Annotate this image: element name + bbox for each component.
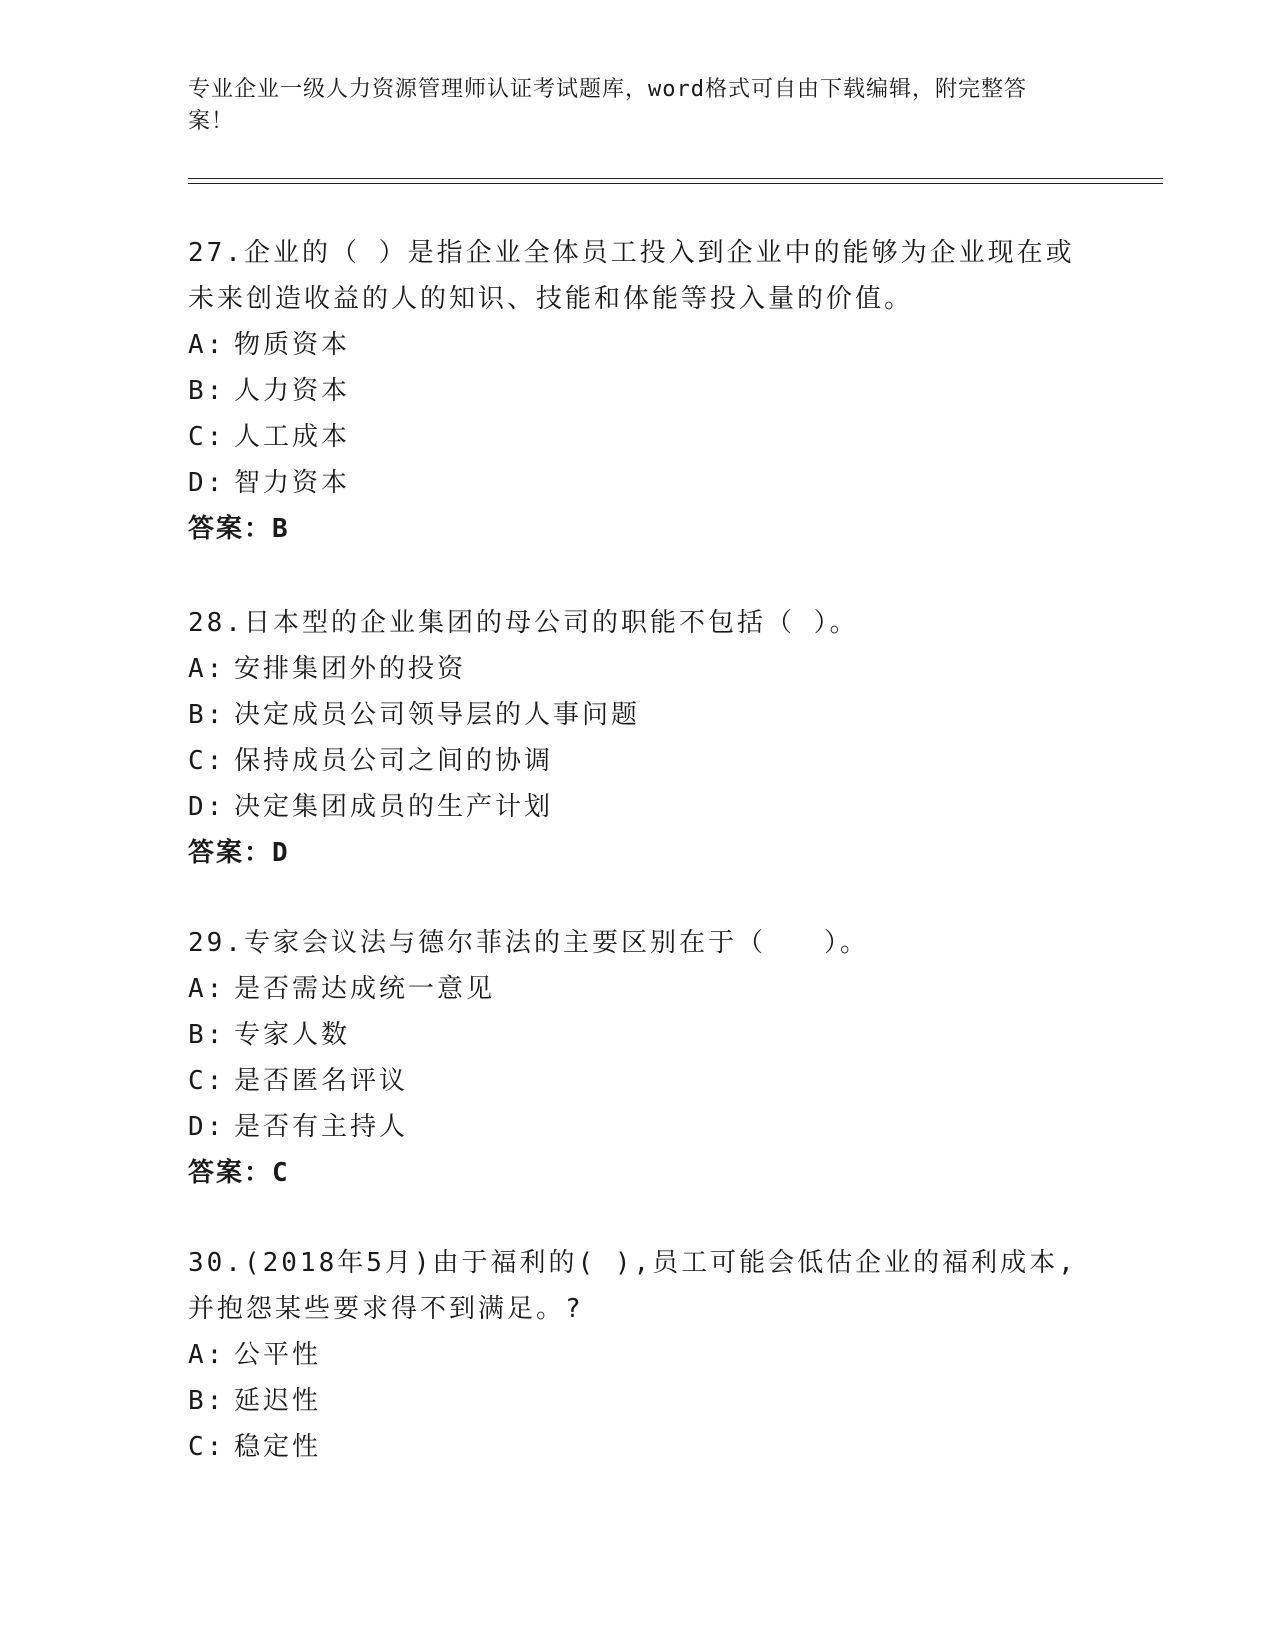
option-text: 物质资本 — [234, 330, 351, 360]
option-text: 安排集团外的投资 — [234, 654, 467, 684]
option-b — [188, 1378, 1088, 1424]
question-29 — [188, 920, 1088, 1196]
option-key: B: — [188, 1020, 226, 1050]
option-key: C: — [188, 1432, 226, 1462]
option-text: 专家人数 — [234, 1020, 351, 1050]
option-text: 人力资本 — [234, 376, 351, 406]
option-text: 是否匿名评议 — [234, 1066, 409, 1096]
option-a — [188, 322, 1088, 368]
answer: 答案：B — [188, 514, 290, 544]
option-key: A: — [188, 974, 226, 1004]
option-c — [188, 738, 1088, 784]
option-text: 人工成本 — [234, 422, 351, 452]
option-key: C: — [188, 422, 226, 452]
option-text: 是否有主持人 — [234, 1112, 409, 1142]
option-a — [188, 646, 1088, 692]
option-key: B: — [188, 700, 226, 730]
header-divider-bottom — [188, 183, 1163, 184]
answer: 答案：D — [188, 838, 290, 868]
question-text: 30.(2018年5月)由于福利的( ),员工可能会低估企业的福利成本,并抱怨某些要求得不到满足。? — [188, 1248, 1077, 1324]
document-header: 专业企业一级人力资源管理师认证考试题库，word格式可自由下载编辑，附完整答案！ — [188, 77, 1027, 134]
option-key: B: — [188, 1386, 226, 1416]
option-c — [188, 1424, 1088, 1470]
header-divider-top — [188, 178, 1163, 179]
option-c — [188, 414, 1088, 460]
option-text: 延迟性 — [234, 1386, 322, 1416]
option-b — [188, 1012, 1088, 1058]
option-a — [188, 966, 1088, 1012]
option-key: C: — [188, 1066, 226, 1096]
option-text: 决定集团成员的生产计划 — [234, 792, 554, 822]
option-key: C: — [188, 746, 226, 776]
option-d — [188, 460, 1088, 506]
option-text: 是否需达成统一意见 — [234, 974, 496, 1004]
option-text: 稳定性 — [234, 1432, 322, 1462]
option-a — [188, 1332, 1088, 1378]
option-b — [188, 368, 1088, 414]
option-c — [188, 1058, 1088, 1104]
answer: 答案：C — [188, 1158, 290, 1188]
option-key: D: — [188, 1112, 226, 1142]
option-b — [188, 692, 1088, 738]
option-key: A: — [188, 654, 226, 684]
option-text: 保持成员公司之间的协调 — [234, 746, 554, 776]
option-d — [188, 1104, 1088, 1150]
question-text: 29.专家会议法与德尔菲法的主要区别在于（ ）。 — [188, 928, 869, 958]
option-key: D: — [188, 468, 226, 498]
option-text: 智力资本 — [234, 468, 351, 498]
option-key: B: — [188, 376, 226, 406]
option-d — [188, 784, 1088, 830]
question-30 — [188, 1240, 1088, 1470]
option-key: A: — [188, 330, 226, 360]
question-28 — [188, 600, 1088, 876]
question-text: 28.日本型的企业集团的母公司的职能不包括（ ）。 — [188, 608, 859, 638]
question-text: 27.企业的（ ）是指企业全体员工投入到企业中的能够为企业现在或未来创造收益的人的知识、技能和体能等投入量的价值。 — [188, 238, 1075, 314]
option-key: D: — [188, 792, 226, 822]
option-text: 决定成员公司领导层的人事问题 — [234, 700, 641, 730]
option-key: A: — [188, 1340, 226, 1370]
question-27 — [188, 230, 1088, 552]
option-text: 公平性 — [234, 1340, 322, 1370]
